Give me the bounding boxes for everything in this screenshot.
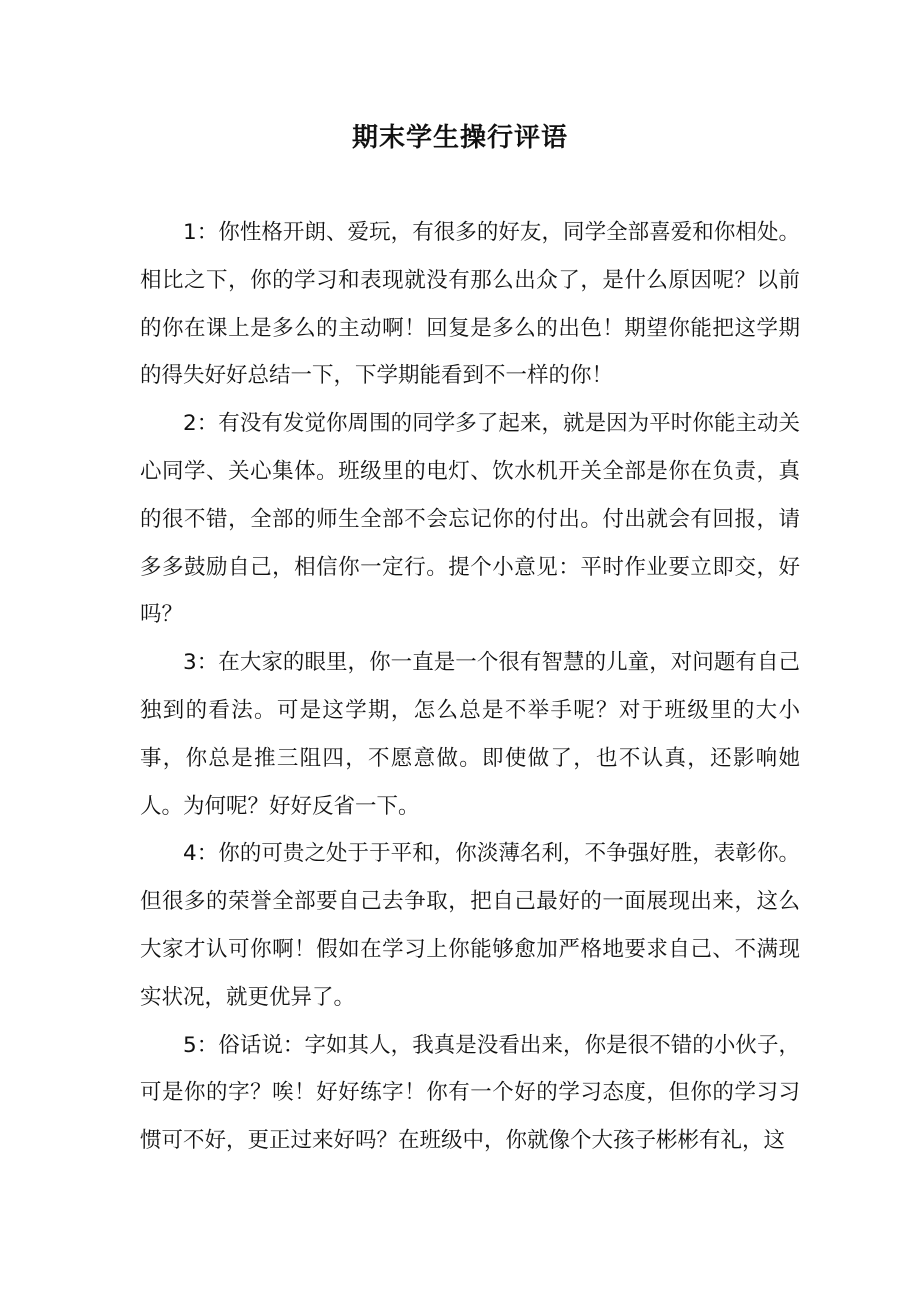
comment-paragraph-3: 3：在大家的眼里，你一直是一个很有智慧的儿童，对问题有自己独到的看法。可是这学期，怎么总是不举手呢？对于班级里的大小事，你总是推三阻四，不愿意做。即使做了，也不认真，还影响她人。为何呢？好好反省一下。 <box>140 650 800 819</box>
document-body <box>140 209 800 1165</box>
comment-paragraph-4: 4：你的可贵之处于于平和，你淡薄名利，不争强好胜，表彰你。但很多的荣誉全部要自己去争取，把自己最好的一面展现出来，这么大家才认可你啊！假如在学习上你能够愈加严格地要求自己、不满现实状况，就更优异了。 <box>140 841 800 1010</box>
comment-paragraph-1: 1：你性格开朗、爱玩，有很多的好友，同学全部喜爱和你相处。相比之下，你的学习和表现就没有那么出众了，是什么原因呢？以前的你在课上是多么的主动啊！回复是多么的出色！期望你能把这学期的得失好好总结一下，下学期能看到不一样的你！ <box>140 220 800 389</box>
comment-paragraph-5: 5：俗话说：字如其人，我真是没看出来，你是很不错的小伙子，可是你的字？唉！好好练字！你有一个好的学习态度，但你的学习习惯可不好，更正过来好吗？在班级中，你就像个大孩子彬彬有礼，这 <box>140 1032 800 1154</box>
document-title: 期末学生操行评语 <box>351 123 568 153</box>
comment-paragraph-2: 2：有没有发觉你周围的同学多了起来，就是因为平时你能主动关心同学、关心集体。班级里的电灯、饮水机开关全部是你在负责，真的很不错，全部的师生全部不会忘记你的付出。付出就会有回报，请多多鼓励自己，相信你一定行。提个小意见：平时作业要立即交，好吗？ <box>140 411 800 628</box>
